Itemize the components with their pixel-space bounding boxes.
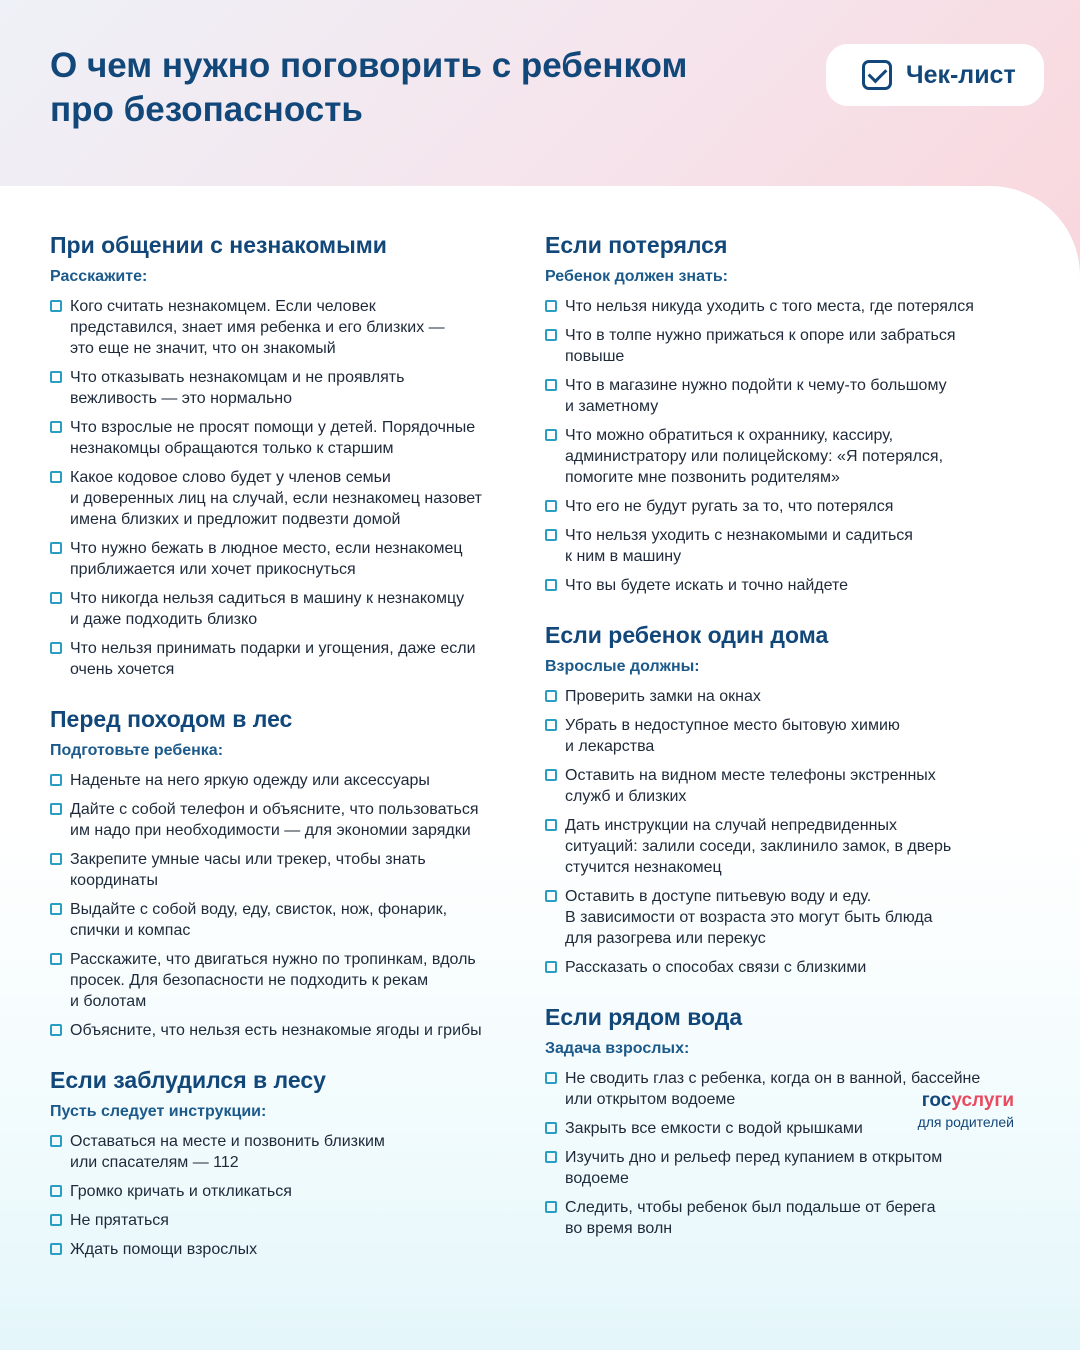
checkbox-icon[interactable]	[545, 529, 557, 541]
checkbox-icon[interactable]	[50, 903, 62, 915]
checklist-item-text: Объясните, что нельзя есть незнакомые ягоды и грибы	[70, 1022, 482, 1039]
checkbox-icon[interactable]	[545, 1122, 557, 1134]
checkbox-icon[interactable]	[545, 329, 557, 341]
checklist	[545, 686, 1025, 978]
checklist-item	[50, 1210, 520, 1231]
logo-gos: гос	[921, 1090, 952, 1111]
checklist-item-text: Дайте с собой телефон и объясните, что пользоваться им надо при необходимости — для экономии зарядки	[70, 801, 479, 839]
checklist	[50, 770, 520, 1041]
checklist-section	[545, 230, 1025, 596]
checkbox-icon[interactable]	[50, 592, 62, 604]
checkbox-icon[interactable]	[545, 300, 557, 312]
section-heading: Если заблудился в лесу	[50, 1067, 326, 1093]
checklist-item-text: Не прятаться	[70, 1212, 169, 1229]
checklist-section	[545, 620, 1025, 978]
checklist-item	[50, 849, 520, 891]
checkbox-icon[interactable]	[545, 1072, 557, 1084]
section-heading: Если рядом вода	[545, 1004, 743, 1030]
checklist-item-text: Выдайте с собой воду, еду, свисток, нож, фонарик, спички и компас	[70, 901, 448, 939]
checklist-item-text: Что нельзя уходить с незнакомыми и садиться к ним в машину	[565, 527, 913, 565]
checklist-section	[50, 1065, 520, 1260]
checklist-item-text: Какое кодовое слово будет у членов семьи и доверенных лиц на случай, если незнакомец назовет имена близких и предложит подвезти домой	[70, 469, 482, 528]
checklist-item	[545, 575, 1025, 596]
section-subheading: Взрослые должны:	[545, 658, 700, 675]
checklist-item	[50, 770, 520, 791]
checkbox-icon[interactable]	[545, 379, 557, 391]
checkbox-icon[interactable]	[545, 690, 557, 702]
checklist-item-text: Что никогда нельзя садиться в машину к незнакомцу и даже подходить близко	[70, 590, 465, 628]
checkbox-icon[interactable]	[545, 769, 557, 781]
checklist-badge	[826, 44, 1044, 106]
checklist-item-text: Громко кричать и откликаться	[70, 1183, 292, 1200]
checklist-item-text: Что в толпе нужно прижаться к опоре или забраться повыше	[565, 327, 956, 365]
checkbox-icon[interactable]	[545, 500, 557, 512]
checklist-item	[50, 949, 520, 1012]
checkbox-icon[interactable]	[545, 1151, 557, 1163]
checklist-item-text: Рассказать о способах связи с близкими	[565, 959, 867, 976]
checklist-item	[545, 1197, 1025, 1239]
logo-name	[902, 1090, 1014, 1112]
checklist-item-text: Что нельзя принимать подарки и угощения, даже если очень хочется	[70, 640, 476, 678]
checklist-item	[50, 417, 520, 459]
checklist-item	[545, 815, 1025, 878]
checklist-item	[50, 1239, 520, 1260]
checkbox-checked-icon	[862, 60, 892, 90]
section-subheading: Подготовьте ребенка:	[50, 742, 224, 759]
section-heading: При общении с незнакомыми	[50, 232, 387, 258]
checklist-item-text: Что отказывать незнакомцам и не проявлять вежливость — это нормально	[70, 369, 405, 407]
checklist-section	[50, 230, 520, 680]
checklist-item-text: Что в магазине нужно подойти к чему-то большому и заметному	[565, 377, 947, 415]
section-heading: Если потерялся	[545, 232, 728, 258]
checklist-item	[545, 957, 1025, 978]
checklist	[50, 296, 520, 680]
checklist-item	[545, 425, 1025, 488]
checkbox-icon[interactable]	[50, 1024, 62, 1036]
checklist-item-text: Оставить в доступе питьевую воду и еду. В зависимости от возраста это могут быть блюда для разогрева или перекус	[565, 888, 933, 947]
checklist-item-text: Что его не будут ругать за то, что потерялся	[565, 498, 894, 515]
header	[0, 0, 1080, 200]
checklist-card	[0, 186, 1080, 1350]
checklist-item	[50, 899, 520, 941]
checkbox-icon[interactable]	[50, 803, 62, 815]
checklist-item-text: Что нужно бежать в людное место, если незнакомец приближается или хочет прикоснуться	[70, 540, 463, 578]
checklist-item	[50, 588, 520, 630]
left-column	[50, 230, 520, 1284]
checklist-item	[545, 715, 1025, 757]
checklist-item	[50, 638, 520, 680]
page-title: О чем нужно поговорить с ребенком про безопасность	[50, 46, 688, 129]
checklist-item	[50, 296, 520, 359]
checklist-item	[50, 367, 520, 409]
section-heading: Если ребенок один дома	[545, 622, 829, 648]
checklist-item-text: Не сводить глаз с ребенка, когда он в ванной, бассейне или открытом водоеме	[565, 1070, 981, 1108]
checkbox-icon[interactable]	[545, 890, 557, 902]
checklist-item-text: Изучить дно и рельеф перед купанием в открытом водоеме	[565, 1149, 943, 1187]
checklist-item-text: Что можно обратиться к охраннику, кассиру, администратору или полицейскому: «Я потерялся, помогите мне позвонить родителям»	[565, 427, 944, 486]
checklist-section	[50, 704, 520, 1041]
checkbox-icon[interactable]	[50, 642, 62, 654]
checkbox-icon[interactable]	[50, 953, 62, 965]
checklist-item	[50, 1131, 520, 1173]
checklist-item-text: Что взрослые не просят помощи у детей. Порядочные незнакомцы обращаются только к старшим	[70, 419, 476, 457]
checkbox-icon[interactable]	[50, 421, 62, 433]
checklist-item-text: Оставаться на месте и позвонить близким или спасателям — 112	[70, 1133, 385, 1171]
checklist-item-text: Следить, чтобы ребенок был подальше от берега во время волн	[565, 1199, 936, 1237]
checkbox-icon[interactable]	[50, 1185, 62, 1197]
section-heading: Перед походом в лес	[50, 706, 293, 732]
logo-subtitle: для родителей	[917, 1114, 1014, 1130]
section-subheading: Ребенок должен знать:	[545, 268, 728, 285]
checklist-item-text: Закрыть все емкости с водой крышками	[565, 1120, 863, 1137]
checklist-item-text: Расскажите, что двигаться нужно по тропинкам, вдоль просек. Для безопасности не подходить к рекам и болотам	[70, 951, 476, 1010]
checklist-item-text: Оставить на видном месте телефоны экстренных служб и близких	[565, 767, 936, 805]
section-subheading: Задача взрослых:	[545, 1040, 690, 1057]
checklist-item-text: Проверить замки на окнах	[565, 688, 761, 705]
checklist-item-text: Закрепите умные часы или трекер, чтобы знать координаты	[70, 851, 426, 889]
checkbox-icon[interactable]	[545, 1201, 557, 1213]
checklist-item	[545, 686, 1025, 707]
logo-uslugi: услуги	[951, 1090, 1014, 1111]
checklist-item	[545, 375, 1025, 417]
checkbox-icon[interactable]	[50, 853, 62, 865]
checklist-item-text: Убрать в недоступное место бытовую химию и лекарства	[565, 717, 900, 755]
checkbox-icon[interactable]	[50, 300, 62, 312]
checklist-item	[545, 496, 1025, 517]
checklist-item-text: Ждать помощи взрослых	[70, 1241, 258, 1258]
checkbox-icon[interactable]	[545, 579, 557, 591]
checklist-item	[545, 1147, 1025, 1189]
checkbox-icon[interactable]	[545, 961, 557, 973]
checkbox-icon[interactable]	[545, 429, 557, 441]
gosuslugi-logo	[902, 1090, 1014, 1132]
checklist-item	[50, 1020, 520, 1041]
checklist-item	[545, 296, 1025, 317]
checklist-item	[545, 525, 1025, 567]
section-subheading: Пусть следует инструкции:	[50, 1103, 267, 1120]
checkbox-icon[interactable]	[50, 371, 62, 383]
checklist-item	[545, 325, 1025, 367]
checklist-item	[545, 886, 1025, 949]
checklist-item-text: Дать инструкции на случай непредвиденных ситуаций: залили соседи, заклинило замок, в дверь стучится незнакомец	[565, 817, 952, 876]
checklist	[545, 296, 1025, 596]
checklist-item	[545, 765, 1025, 807]
checkbox-icon[interactable]	[50, 1214, 62, 1226]
checklist-item-text: Что нельзя никуда уходить с того места, где потерялся	[565, 298, 974, 315]
checkbox-icon[interactable]	[50, 774, 62, 786]
checklist-item-text: Что вы будете искать и точно найдете	[565, 577, 849, 594]
checkbox-icon[interactable]	[50, 471, 62, 483]
checkbox-icon[interactable]	[545, 819, 557, 831]
checklist-item	[50, 799, 520, 841]
checklist-item-text: Наденьте на него яркую одежду или аксессуары	[70, 772, 430, 789]
checklist	[50, 1131, 520, 1260]
checklist-item	[50, 538, 520, 580]
checkbox-icon[interactable]	[50, 1243, 62, 1255]
checklist-item	[50, 1181, 520, 1202]
checklist-item	[50, 467, 520, 530]
badge-label: Чек-лист	[906, 60, 1016, 89]
checkbox-icon[interactable]	[50, 1135, 62, 1147]
checklist-item-text: Кого считать незнакомцем. Если человек представился, знает имя ребенка и его близких — это еще не значит, что он знакомый	[70, 298, 445, 357]
section-subheading: Расскажите:	[50, 268, 148, 285]
checkbox-icon[interactable]	[50, 542, 62, 554]
checkbox-icon[interactable]	[545, 719, 557, 731]
